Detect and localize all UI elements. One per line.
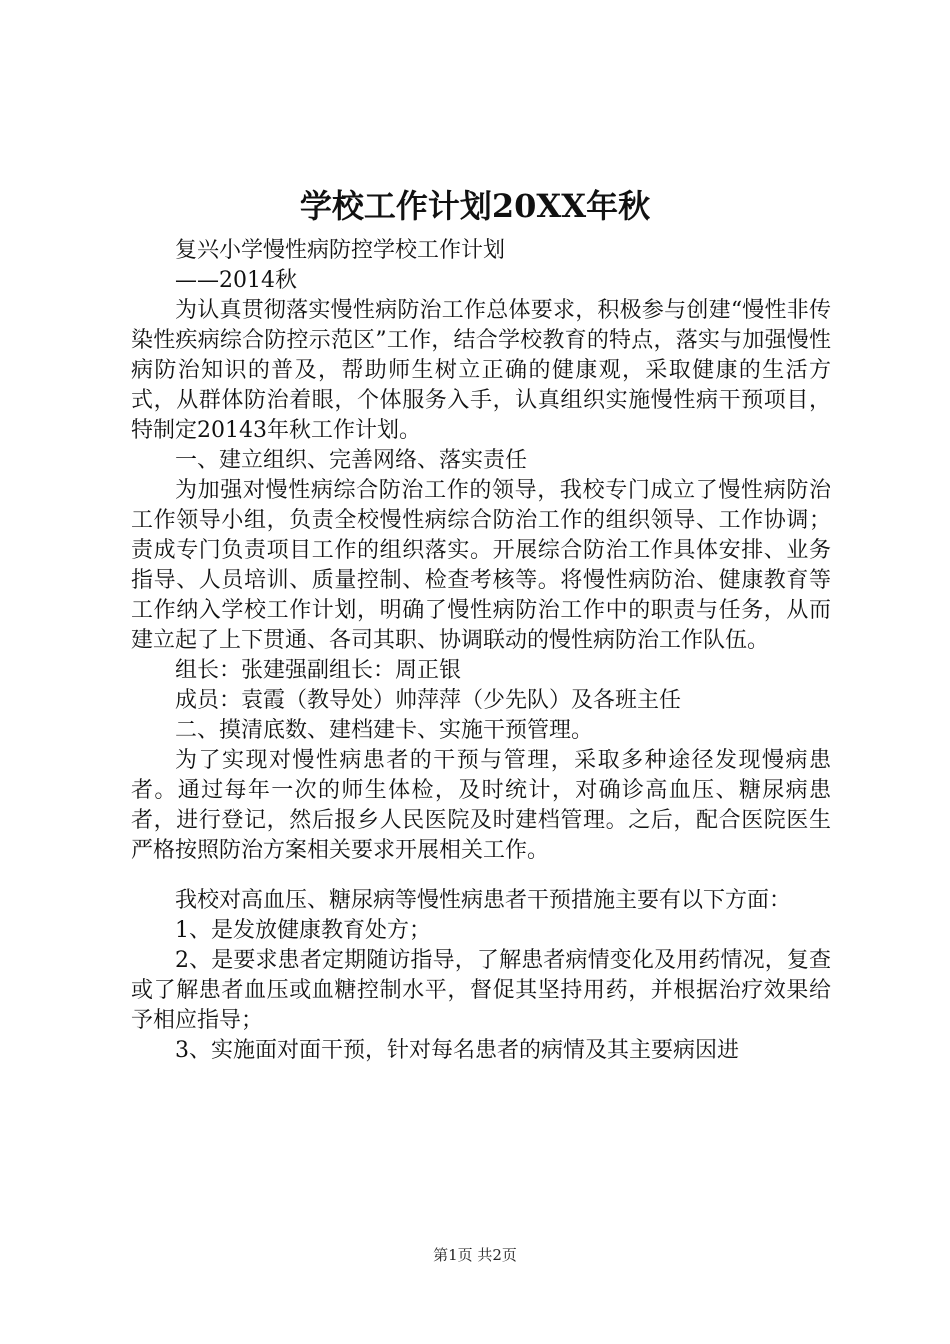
measure-item-1: 1、是发放健康教育处方； <box>175 918 431 943</box>
intro-paragraph: 为认真贯彻落实慢性病防治工作总体要求，积极参与创建“慢性非传染性疾病综合防控示范区”工作，结合学校教育的特点，落实与加强慢性病防治知识的普及，帮助师生树立正确的健康观，采取健康的生活方式，从群体防治着眼，个体服务入手，认真组织实施慢性病干预项目，特制定20143年秋工作计划。 <box>131 298 831 443</box>
leader-line: 组长：张建强副组长：周正银 <box>175 658 462 683</box>
section-1-paragraph: 为加强对慢性病综合防治工作的领导，我校专门成立了慢性病防治工作领导小组，负责全校慢性病综合防治工作的组织领导、工作协调；责成专门负责项目工作的组织落实。开展综合防治工作具体安排、业务指导、人员培训、质量控制、检查考核等。将慢性病防治、健康教育等工作纳入学校工作计划，明确了慢性病防治工作中的职责与任务，从而建立起了上下贯通、各司其职、协调联动的慢性病防治工作队伍。 <box>131 478 831 653</box>
document-title: 学校工作计划20XX年秋 <box>299 187 651 225</box>
measures-intro: 我校对高血压、糖尿病等慢性病患者干预措施主要有以下方面： <box>175 888 792 913</box>
measure-item-2: 2、是要求患者定期随访指导，了解患者病情变化及用药情况，复查或了解患者血压或血糖控制水平，督促其坚持用药，并根据治疗效果给予相应指导； <box>131 948 831 1033</box>
plan-subtitle: 复兴小学慢性病防控学校工作计划 <box>175 238 506 263</box>
section-2-paragraph: 为了实现对慢性病患者的干预与管理，采取多种途径发现慢病患者。通过每年一次的师生体检，及时统计，对确诊高血压、糖尿病患者，进行登记，然后报乡人民医院及时建档管理。之后，配合医院医生严格按照防治方案相关要求开展相关工作。 <box>131 748 831 863</box>
document-body <box>131 236 831 1066</box>
section-heading-2: 二、摸清底数、建档建卡、实施干预管理。 <box>175 718 594 743</box>
members-line: 成员：袁霞（教导处）帅萍萍（少先队）及各班主任 <box>175 688 682 713</box>
plan-date-line: ——2014秋 <box>175 268 297 293</box>
measure-item-3: 3、实施面对面干预，针对每名患者的病情及其主要病因进 <box>175 1038 739 1063</box>
section-heading-1: 一、建立组织、完善网络、落实责任 <box>175 448 528 473</box>
page-footer: 第1页 共2页 <box>433 1246 517 1264</box>
